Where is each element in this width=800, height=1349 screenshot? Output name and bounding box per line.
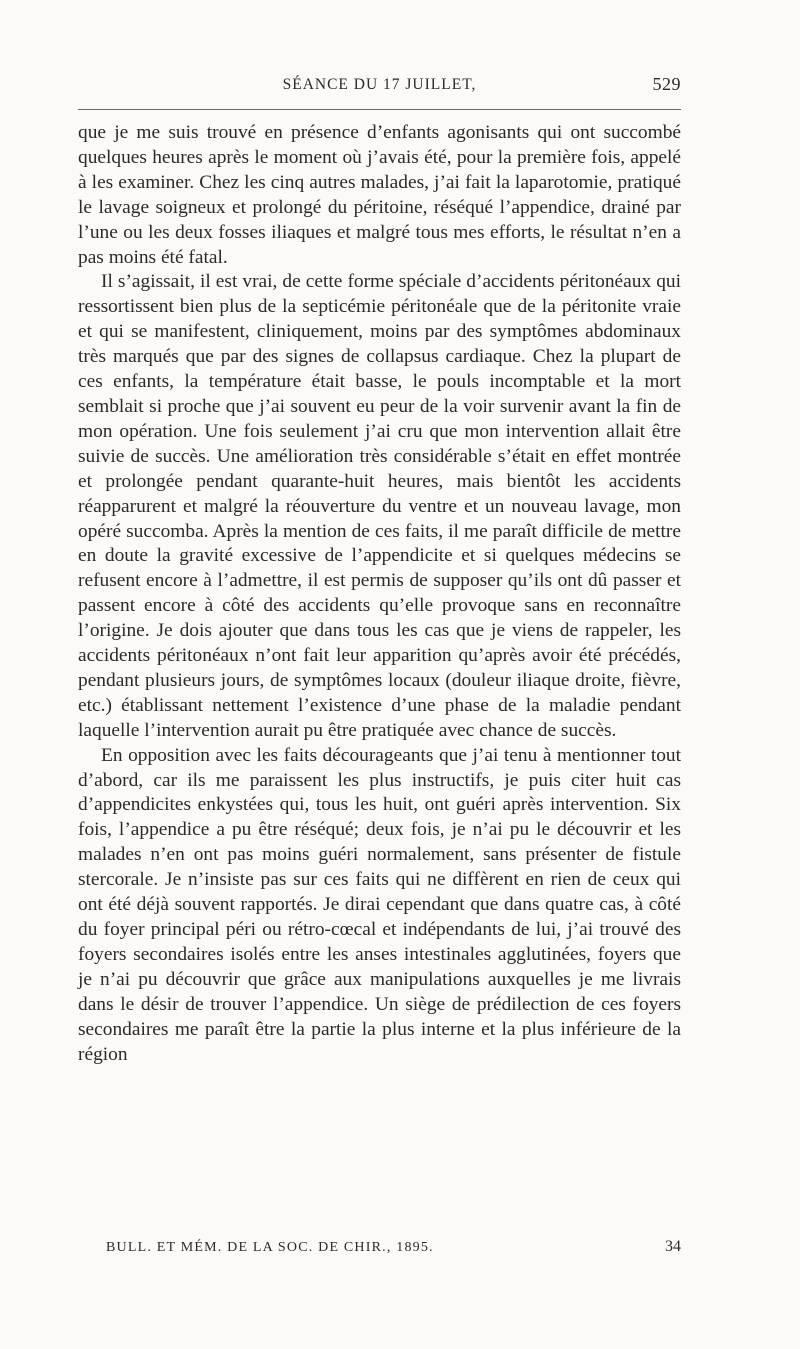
running-head <box>78 74 681 100</box>
header-rule <box>78 109 681 110</box>
paragraph-3: En opposition avec les faits décourageants que j’ai tenu à mentionner tout d’abord, car ils me paraissent les plus instructifs, je puis citer huit cas d’appendicites enkystées qui, tous les huit, ont guéri après intervention. Six fois, l’appendice a pu être réséqué; deux fois, je n’ai pu le découvrir et les malades n’en ont pas moins guéri normalement, sans présenter de fistule stercorale. Je n’insiste pas sur ces faits qui ne diffèrent en rien de ceux qui ont été déjà souvent rapportés. Je dirai cependant que dans quatre cas, à côté du foyer principal péri ou rétro-cœcal et indépendants de lui, j’ai trouvé des foyers secondaires isolés entre les anses intestinales agglutinées, foyers que je n’ai pu découvrir que grâce aux manipulations auxquelles je me livrais dans le désir de trouver l’appendice. Un siège de prédilection de ces foyers secondaires me paraît être la partie la plus interne et la plus inférieure de la région <box>78 744 681 1065</box>
publication-footer: BULL. ET MÉM. DE LA SOC. DE CHIR., 1895. <box>106 1240 434 1255</box>
signature-mark: 34 <box>665 1238 681 1255</box>
paragraph-1: que je me suis trouvé en présence d’enfants agonisants qui ont succombé quelques heures après le moment où j’avais été, pour la première fois, appelé à les examiner. Chez les cinq autres malades, j’ai fait la laparotomie, pratiqué le lavage soigneux et prolongé du péritoine, réséqué l’appendice, drainé par l’une ou les deux fosses iliaques et malgré tous mes efforts, le résultat n’en a pas moins été fatal. <box>78 122 681 268</box>
paragraph-2: Il s’agissait, il est vrai, de cette forme spéciale d’accidents péritonéaux qui ressortissent bien plus de la septicémie péritonéale que de la péritonite vraie et qui se manifestent, cliniquement, moins par des symptômes abdominaux très marqués que par des signes de collapsus cardiaque. Chez la plupart de ces enfants, la température était basse, le pouls incomptable et la mort semblait si proche que j’ai souvent eu peur de la voir survenir avant la fin de mon opération. Une fois seulement j’ai cru que mon intervention allait être suivie de succès. Une amélioration très considérable s’était en effet montrée et prolongée pendant quarante-huit heures, mais bientôt les accidents réapparurent et malgré la réouverture du ventre et un nouveau lavage, mon opéré succomba. Après la mention de ces faits, il me paraît difficile de mettre en doute la gravité excessive de l’appendicite et si quelques médecins se refusent encore à l’admettre, il est permis de supposer qu’ils ont dû passer et passent encore à côté des accidents qu’elle provoque sans en reconnaître l’origine. Je dois ajouter que dans tous les cas que je viens de rappeler, les accidents péritonéaux n’ont fait leur apparition qu’après avoir été précédés, pendant plusieurs jours, de symptômes locaux (douleur iliaque droite, fièvre, etc.) établissant nettement l’existence d’une phase de la maladie pendant laquelle l’intervention aurait pu être pratiquée avec chance de succès. <box>78 271 681 741</box>
body-text <box>78 121 681 1067</box>
running-title: SÉANCE DU 17 JUILLET, <box>282 76 477 93</box>
page-number: 529 <box>652 74 681 94</box>
footer <box>78 1238 681 1262</box>
